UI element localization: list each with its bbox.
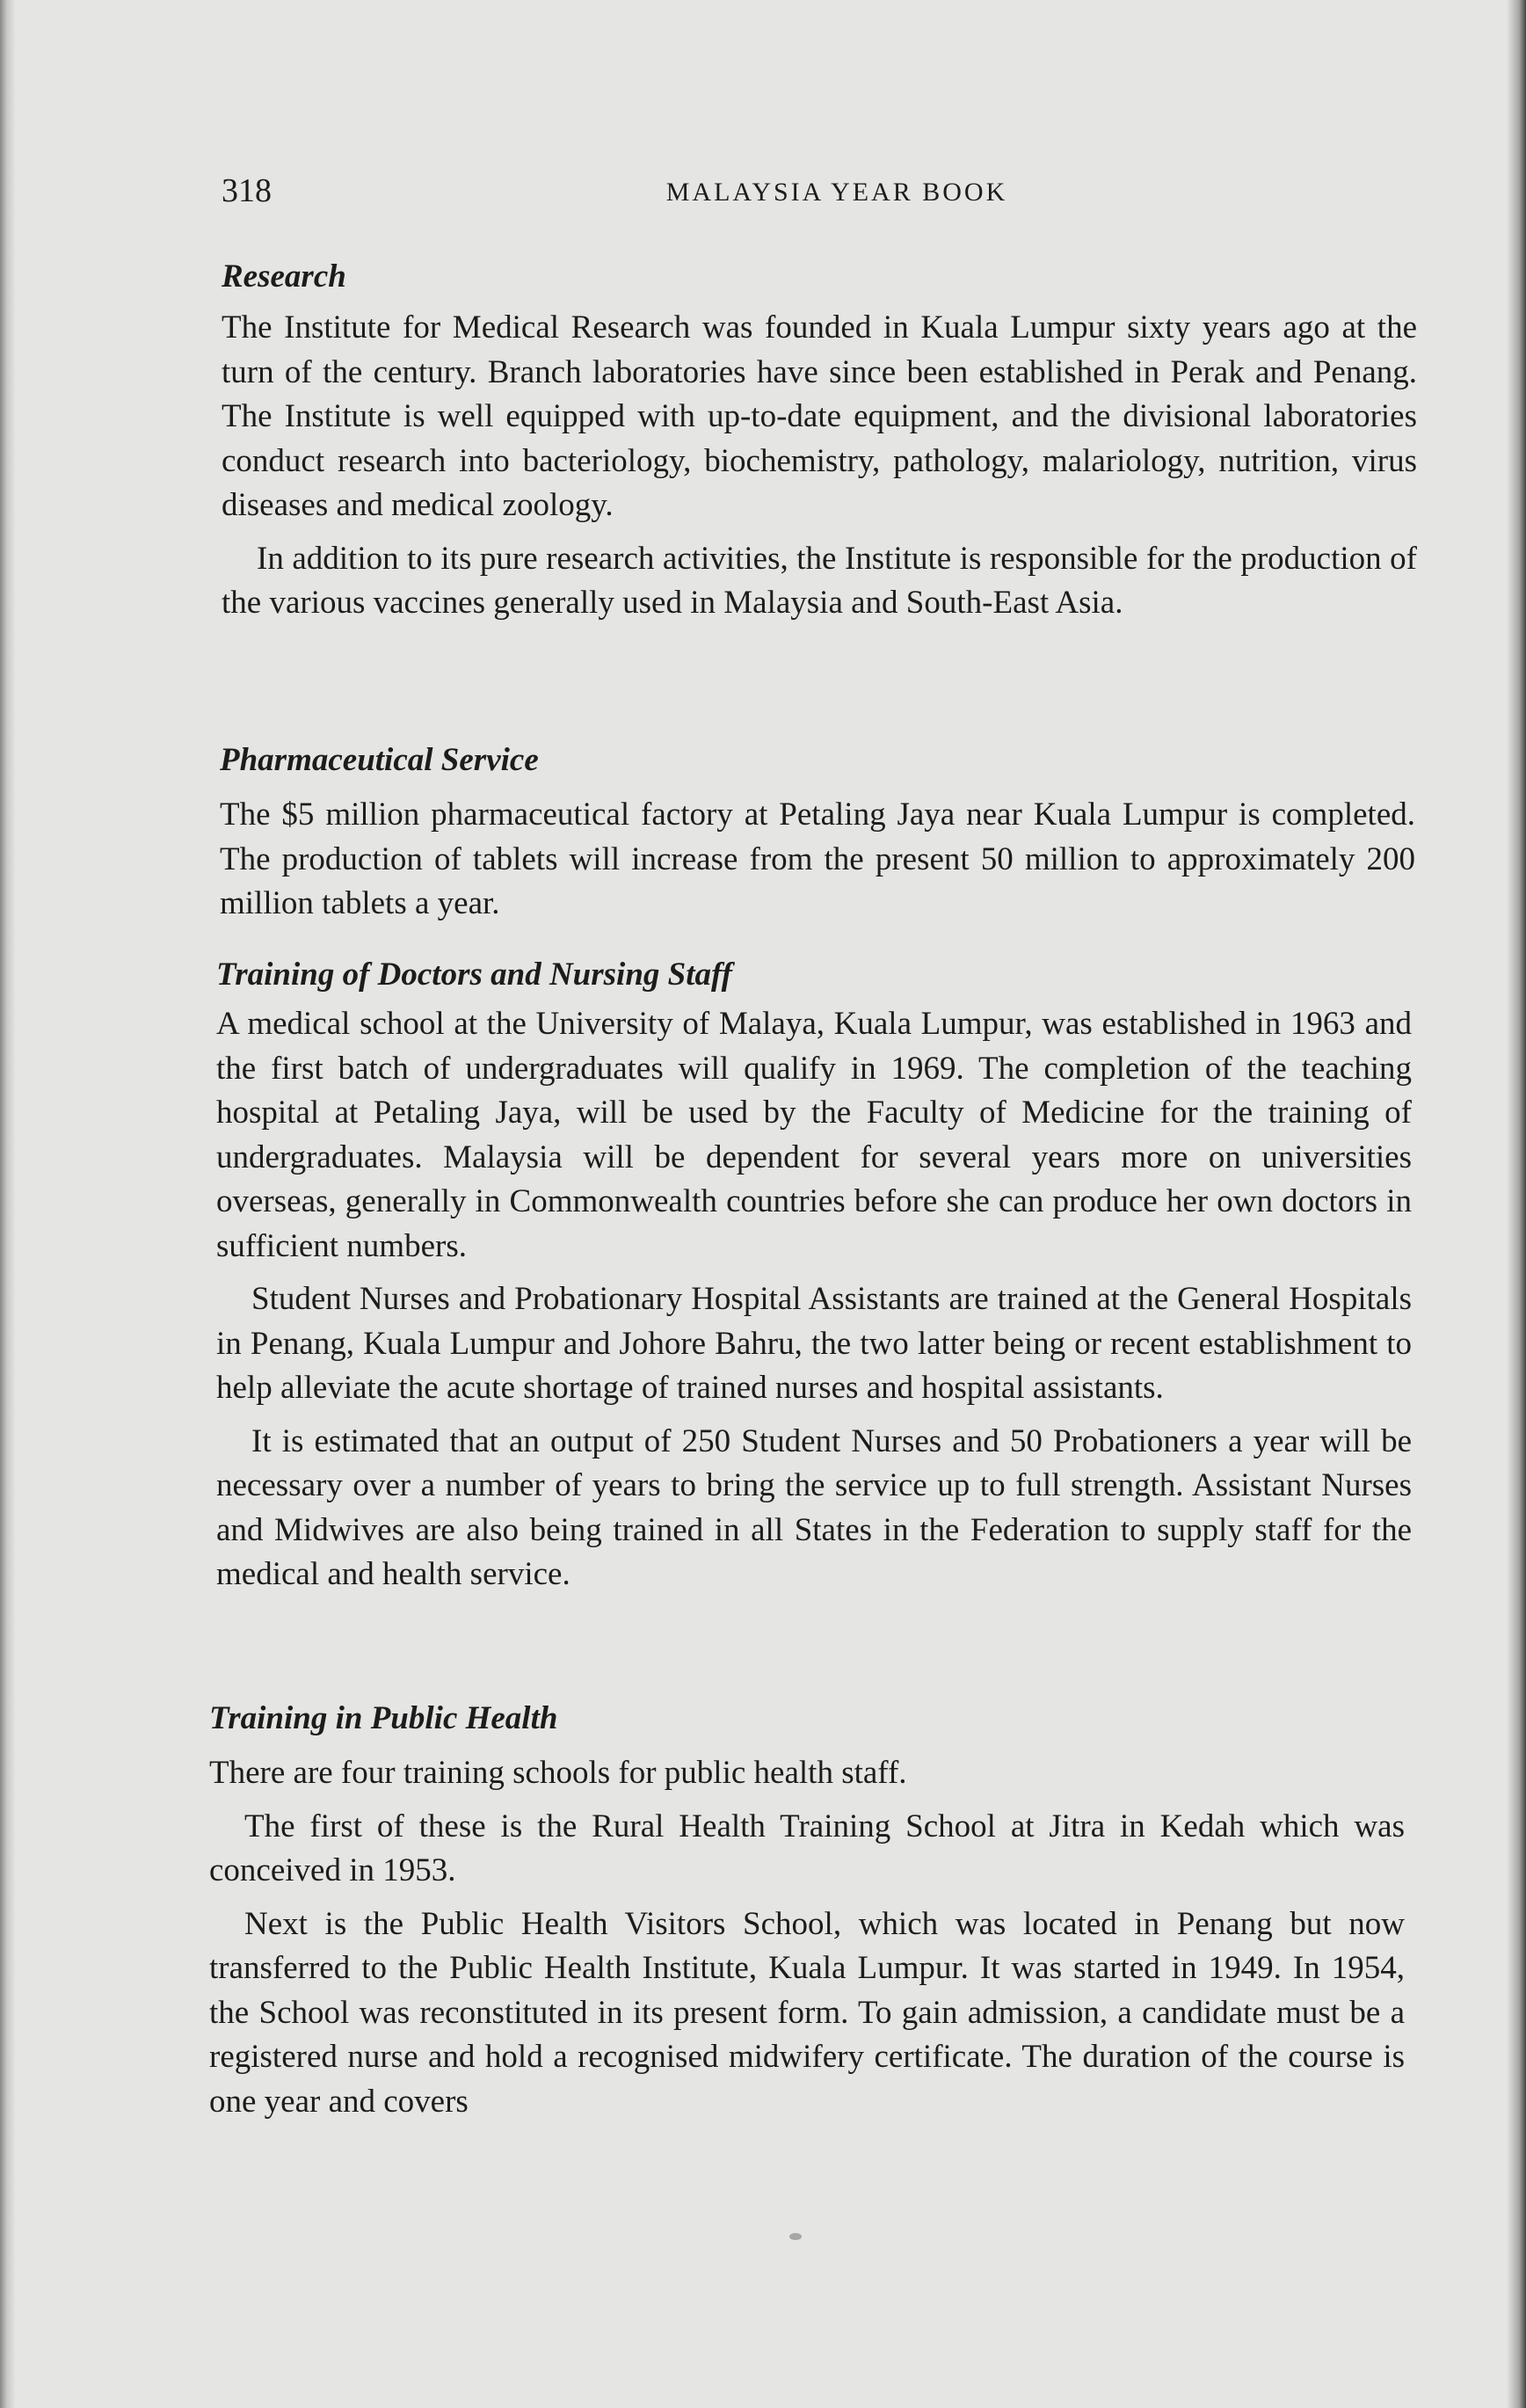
section-heading-research: Research bbox=[222, 258, 346, 295]
paragraph: Student Nurses and Probationary Hospital Assistants are trained at the General Hospitals in Penang, Kuala Lumpur and Johore Bahru, the two latter being or recent establishment to help alleviate the acute shortage of trained nurses and hospital assistants. bbox=[216, 1281, 1412, 1406]
paper-speck bbox=[789, 2233, 802, 2240]
paragraph: Next is the Public Health Visitors School, which was located in Penang but now transferred to the Public Health Institute, Kuala Lumpur. It was started in 1949. In 1954, the School was reconstituted in its present form. To gain admission, a candidate must be a registered nurse and hold a recognised midwifery certificate. The duration of the course is one year and covers bbox=[209, 1905, 1405, 2120]
paragraph: The first of these is the Rural Health Training School at Jitra in Kedah which was conceived in 1953. bbox=[209, 1808, 1405, 1888]
paragraph: There are four training schools for public health staff. bbox=[209, 1755, 907, 1791]
paragraph: In addition to its pure research activities, the Institute is responsible for the production of the various vaccines generally used in Malaysia and South-East Asia. bbox=[222, 540, 1417, 621]
section-heading-pharmaceutical-service: Pharmaceutical Service bbox=[220, 742, 539, 778]
section-pharmaceutical-service bbox=[220, 738, 1415, 927]
paragraph: It is estimated that an output of 250 Student Nurses and 50 Probationers a year will be necessary over a number of years to bring the service up to full strength. Assistant Nurses and Midwives are also being trained in all States in the Federation to supply staff for the medical and health service. bbox=[216, 1422, 1412, 1592]
paragraph: The Institute for Medical Research was founded in Kuala Lumpur sixty years ago at the turn of the century. Branch laboratories have since been established in Perak and Penang. The Institute is well equipped with up-to-date equipment, and the divisional laboratories conduct research into bacteriology, biochemistry, pathology, malariology, nutrition, virus diseases and medical zoology. bbox=[222, 309, 1417, 523]
page-number: 318 bbox=[222, 172, 272, 209]
section-training-doctors-nursing bbox=[216, 953, 1412, 1597]
book-title: MALAYSIA YEAR BOOK bbox=[665, 178, 1008, 207]
paragraph: The $5 million pharmaceutical factory at Petaling Jaya near Kuala Lumpur is completed. The production of tablets will increase from the present 50 million to approximately 200 million tablets a year. bbox=[220, 797, 1415, 921]
section-research bbox=[222, 255, 1417, 626]
section-heading-training-doctors-nursing: Training of Doctors and Nursing Staff bbox=[216, 957, 732, 993]
running-head bbox=[222, 169, 1419, 213]
section-training-public-health bbox=[209, 1697, 1405, 2124]
section-heading-training-public-health: Training in Public Health bbox=[209, 1700, 558, 1736]
paragraph: A medical school at the University of Malaya, Kuala Lumpur, was established in 1963 and the first batch of undergraduates will qualify in 1969. The completion of the teaching hospital at Petaling Jaya, will be used by the Faculty of Medicine for the training of undergraduates. Malaysia will be dependent for several years more on universities overseas, generally in Commonwealth countries before she can produce her own doctors in sufficient numbers. bbox=[216, 1006, 1412, 1264]
